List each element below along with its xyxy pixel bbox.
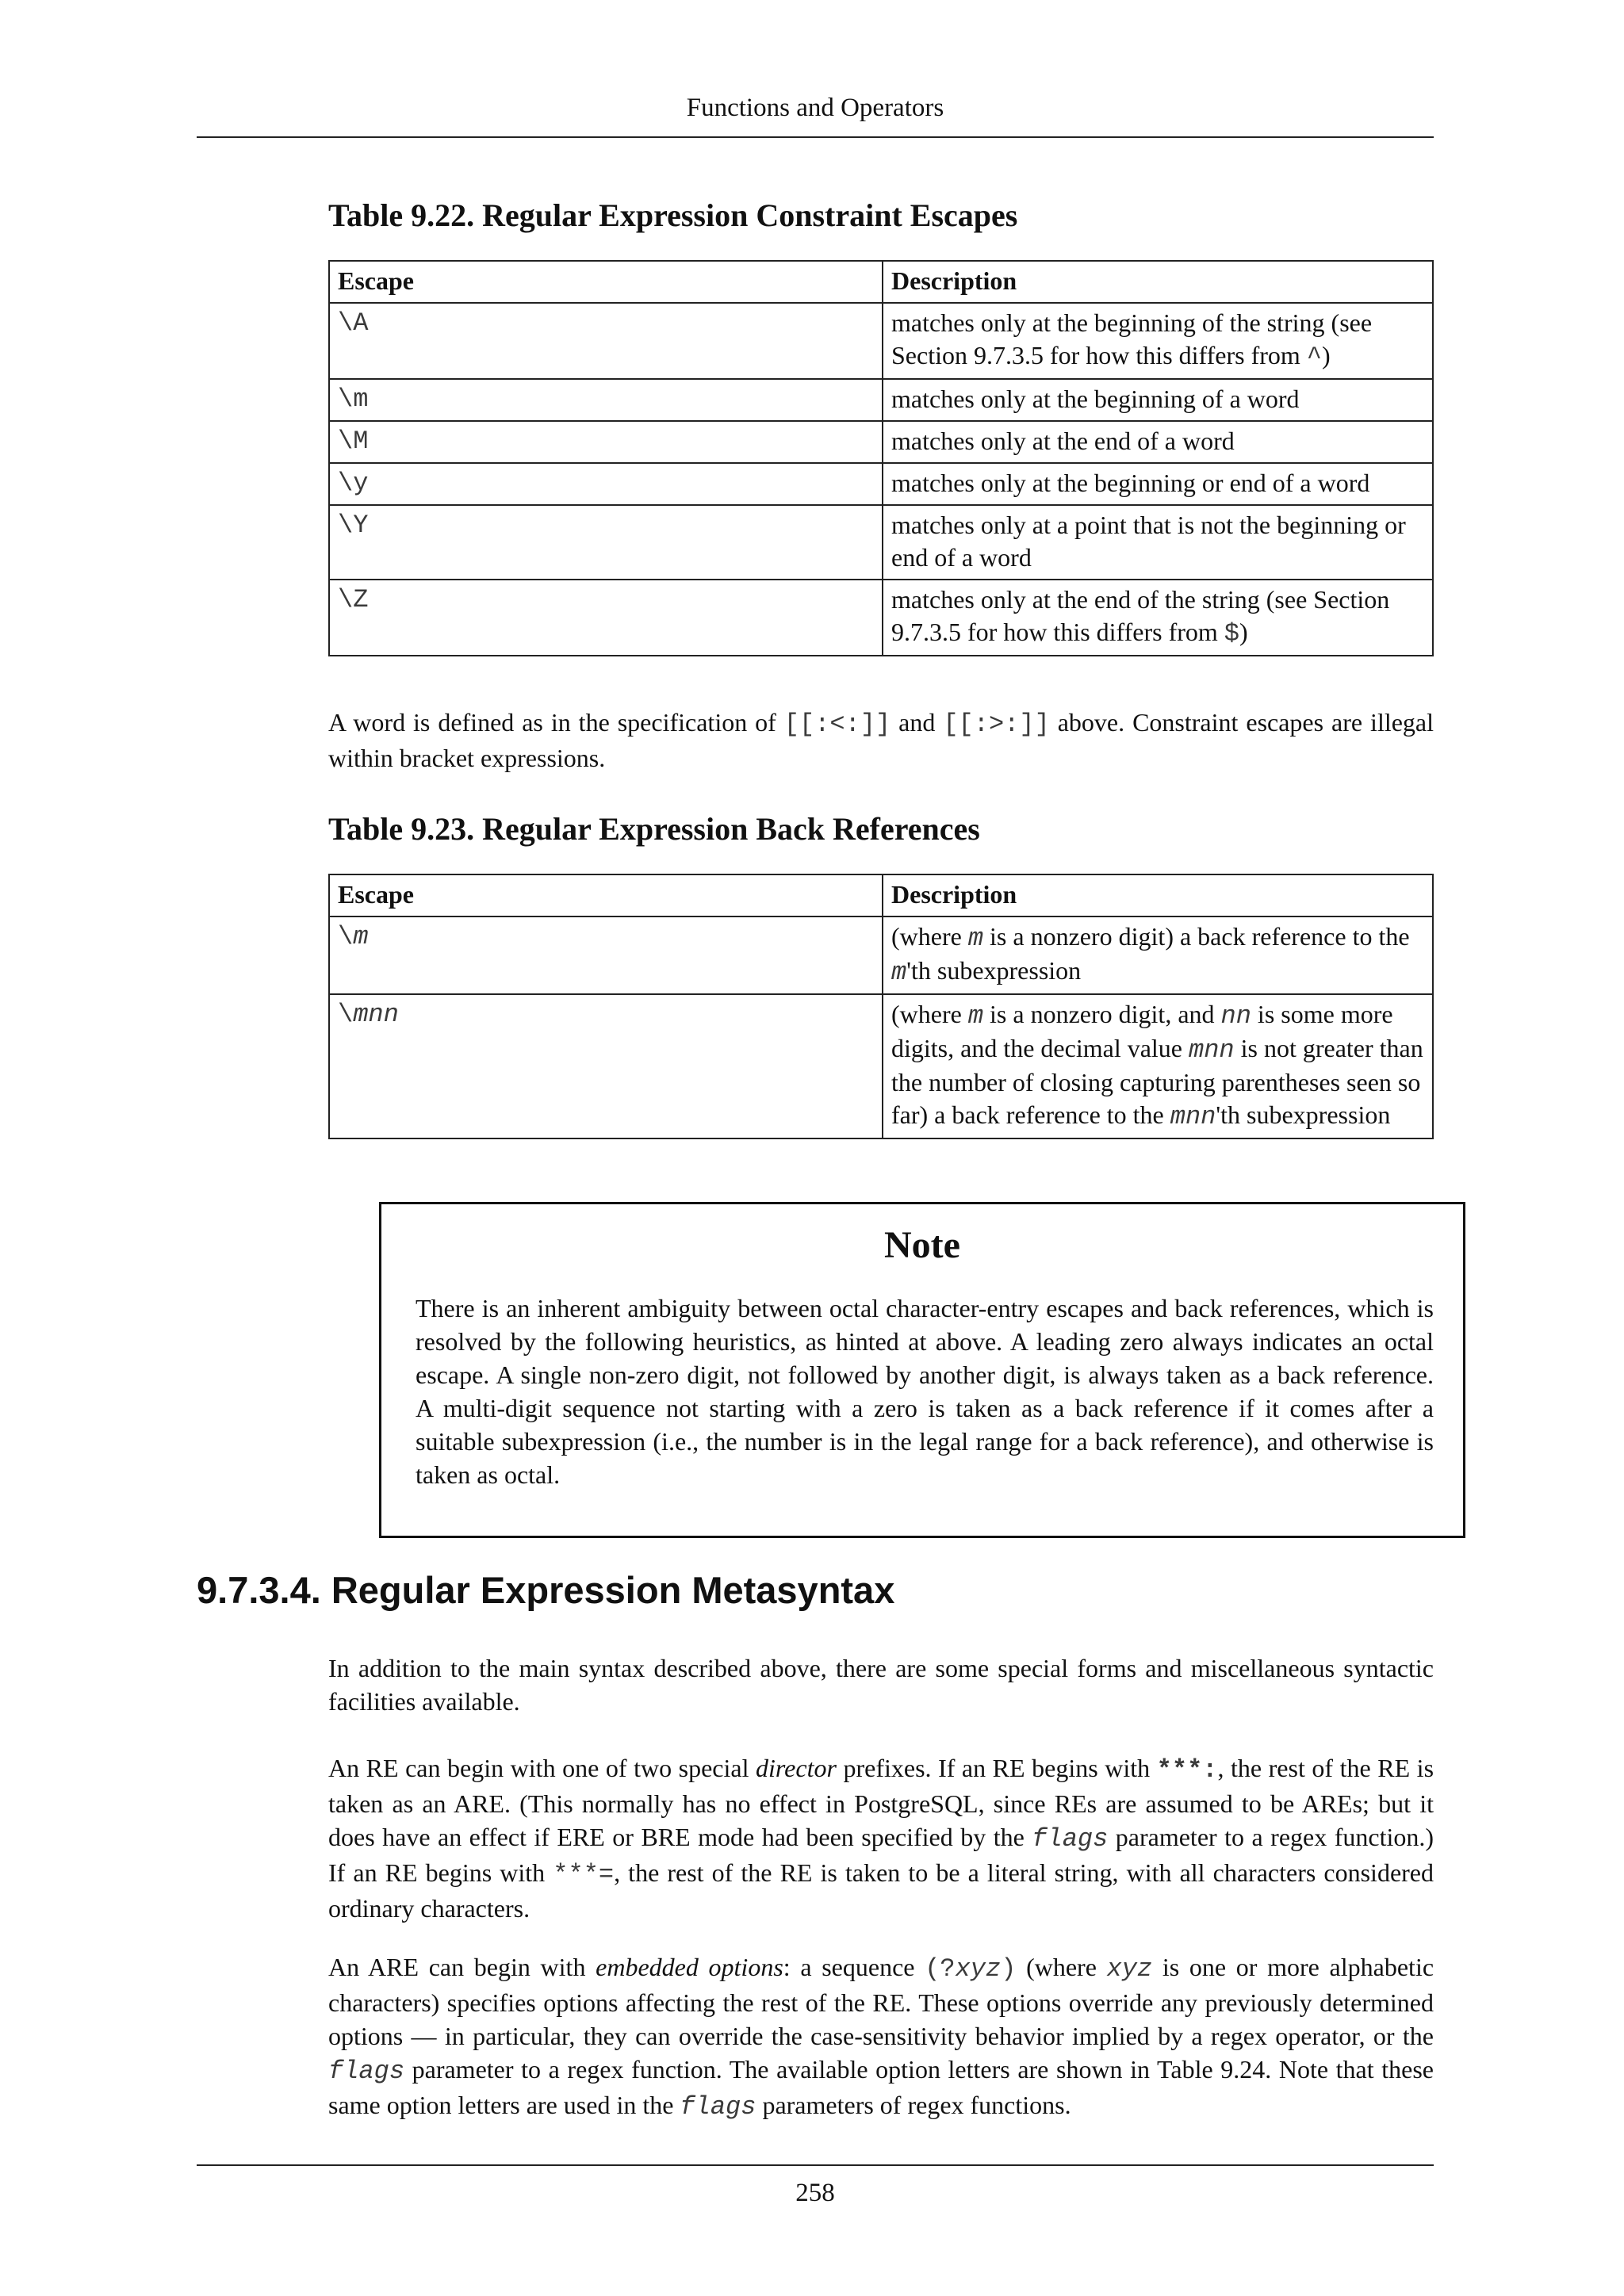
text: parameter to a regex function.) If an RE begins with	[328, 1823, 1434, 1887]
inline-code: ***=	[553, 1860, 615, 1889]
text: An RE can begin with one of two special	[328, 1754, 756, 1782]
text: An ARE can begin with	[328, 1953, 596, 1981]
escape-cell	[329, 916, 883, 994]
variable: flags	[328, 2057, 405, 2086]
note-body: There is an inherent ambiguity between octal character-entry escapes and back references, which is resolved by the following heuristics, as hinted at above. A leading zero always indicates an octal escape. A single non-zero digit, not followed by another digit, is always taken as a back reference. A multi-digit sequence not starting with a zero is taken as a back reference if it comes after a suitable subexpression (i.e., the number is in the legal range for a back reference), and otherwise is taken as octal.	[416, 1294, 1434, 1489]
table-row	[329, 505, 1433, 580]
description-cell	[883, 994, 1433, 1138]
word-definition-paragraph	[328, 706, 1434, 775]
escape-cell	[329, 994, 883, 1138]
back-references-table	[328, 874, 1434, 1139]
text: 'th subexpression	[1216, 1100, 1391, 1129]
escape-cell: \m	[329, 379, 883, 421]
column-header-escape: Escape	[329, 874, 883, 916]
inline-code: )	[1001, 1954, 1017, 1984]
escape-prefix: \	[338, 922, 354, 951]
table-row	[329, 421, 1433, 463]
inline-code: [[:<:]]	[783, 710, 891, 739]
text: is a nonzero digit) a back reference to the	[983, 922, 1410, 951]
description-text: )	[1321, 341, 1331, 369]
text: and	[891, 708, 944, 737]
table-row	[329, 463, 1433, 505]
table-header-row	[329, 261, 1433, 303]
running-header: Functions and Operators	[686, 94, 944, 122]
header-rule	[197, 136, 1434, 138]
inline-code: [[:>:]]	[943, 710, 1050, 739]
text: is one or more alphabetic characters) specifies options affecting the rest of the RE. These options override any previously determined options — in particular, they can override the case-sensitivity behavior implied by a regex operator, or the	[328, 1953, 1434, 2050]
director-prefixes-paragraph	[328, 1751, 1434, 1925]
table-row	[329, 916, 1433, 994]
escape-variable: mnn	[353, 1000, 399, 1029]
column-header-description: Description	[883, 261, 1433, 303]
variable: xyz	[1106, 1954, 1153, 1984]
description-cell	[883, 580, 1433, 656]
table-9-22-caption: Table 9.22. Regular Expression Constraint Escapes	[328, 197, 1018, 233]
section-heading: 9.7.3.4. Regular Expression Metasyntax	[197, 1569, 895, 1611]
text: parameter to a regex function. The available option letters are shown in Table 9.24. Note that these same option letters are used in the	[328, 2055, 1434, 2119]
inline-code: ***:	[1156, 1755, 1218, 1785]
text: , the rest of the RE is taken as an ARE. (This normally has no effect in PostgreSQL, since REs are assumed to be AREs; but it does have an effect if ERE or BRE mode had been specified by the	[328, 1754, 1434, 1851]
table-row	[329, 994, 1433, 1138]
variable: xyz	[955, 1954, 1002, 1984]
footer-rule	[197, 2164, 1434, 2166]
metasyntax-intro-paragraph: In addition to the main syntax described above, there are some special forms and miscellaneous syntactic facilities available.	[328, 1654, 1434, 1716]
text: : a sequence	[783, 1953, 925, 1981]
variable: mnn	[1189, 1035, 1235, 1065]
constraint-escapes-table	[328, 260, 1434, 656]
table-9-23-caption: Table 9.23. Regular Expression Back References	[328, 811, 980, 847]
table-row	[329, 379, 1433, 421]
emphasis: director	[756, 1754, 837, 1782]
variable: mnn	[1170, 1102, 1216, 1131]
column-header-description: Description	[883, 874, 1433, 916]
inline-code: (?	[925, 1954, 956, 1984]
description-cell: matches only at a point that is not the beginning or end of a word	[883, 505, 1433, 580]
description-cell: matches only at the end of a word	[883, 421, 1433, 463]
text: (where	[891, 1000, 968, 1028]
description-cell: matches only at the beginning of a word	[883, 379, 1433, 421]
text: , the rest of the RE is taken to be a literal string, with all characters considered ordinary characters.	[328, 1858, 1434, 1923]
variable: flags	[1032, 1824, 1109, 1854]
emphasis: embedded options	[596, 1953, 783, 1981]
embedded-options-paragraph	[328, 1950, 1434, 2124]
description-cell	[883, 916, 1433, 994]
description-cell	[883, 303, 1433, 379]
text: above. Constraint escapes are illegal within bracket expressions.	[328, 708, 1434, 772]
escape-cell: \y	[329, 463, 883, 505]
escape-variable: m	[353, 922, 369, 951]
inline-code: $	[1224, 619, 1239, 649]
text: is a nonzero digit, and	[983, 1000, 1221, 1028]
inline-code: ^	[1306, 342, 1322, 372]
table-row	[329, 580, 1433, 656]
variable: m	[967, 1001, 984, 1031]
table-header-row	[329, 874, 1433, 916]
column-header-escape: Escape	[329, 261, 883, 303]
escape-cell: \A	[329, 303, 883, 379]
variable: nn	[1220, 1001, 1251, 1031]
variable: m	[891, 958, 907, 987]
text: (where	[891, 922, 968, 951]
page-number: 258	[795, 2179, 835, 2207]
description-cell: matches only at the beginning or end of a word	[883, 463, 1433, 505]
text: prefixes. If an RE begins with	[836, 1754, 1157, 1782]
note-box	[379, 1202, 1465, 1538]
escape-cell: \Z	[329, 580, 883, 656]
text: is not greater than the number of closing capturing parentheses seen so far) a back reference to the	[891, 1034, 1423, 1129]
escape-prefix: \	[338, 1000, 354, 1029]
description-text: matches only at the end of the string (see Section 9.7.3.5 for how this differs from	[891, 585, 1390, 646]
variable: flags	[680, 2092, 756, 2122]
text: is some more digits, and the decimal value	[891, 1000, 1393, 1062]
escape-cell: \Y	[329, 505, 883, 580]
text: A word is defined as in the specification of	[328, 708, 784, 737]
variable: m	[967, 924, 984, 953]
text: 'th subexpression	[906, 956, 1082, 985]
description-text: matches only at the beginning of the string (see Section 9.7.3.5 for how this differs from	[891, 308, 1373, 369]
note-title: Note	[884, 1224, 960, 1266]
text: (where	[1016, 1953, 1107, 1981]
description-text: )	[1239, 618, 1248, 646]
text: parameters of regex functions.	[756, 2091, 1071, 2119]
escape-cell: \M	[329, 421, 883, 463]
table-row	[329, 303, 1433, 379]
